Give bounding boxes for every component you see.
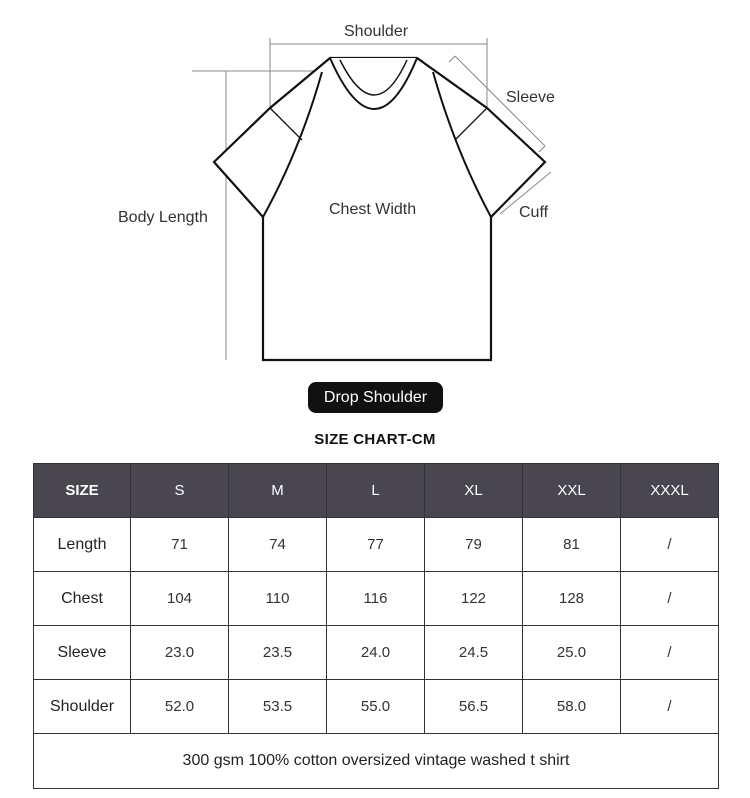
- size-header-xxl: XXL: [523, 464, 621, 518]
- table-cell: 52.0: [131, 680, 229, 734]
- size-chart-table: [33, 463, 719, 789]
- body-length-label: Body Length: [118, 209, 208, 226]
- tshirt-measurement-diagram: [0, 0, 750, 370]
- cuff-label: Cuff: [519, 204, 549, 221]
- table-cell: 53.5: [229, 680, 327, 734]
- size-header-m: M: [229, 464, 327, 518]
- table-cell: 71: [131, 518, 229, 572]
- row-label-sleeve: Sleeve: [34, 626, 131, 680]
- size-header-s: S: [131, 464, 229, 518]
- table-cell: /: [621, 626, 719, 680]
- table-cell: 116: [327, 572, 425, 626]
- table-cell: 81: [523, 518, 621, 572]
- table-cell: /: [621, 680, 719, 734]
- table-cell: 104: [131, 572, 229, 626]
- drop-shoulder-badge: Drop Shoulder: [308, 382, 443, 413]
- table-cell: 25.0: [523, 626, 621, 680]
- table-cell: 128: [523, 572, 621, 626]
- size-header-xxxl: XXXL: [621, 464, 719, 518]
- size-header-xl: XL: [425, 464, 523, 518]
- table-row: [34, 626, 719, 680]
- table-cell: 58.0: [523, 680, 621, 734]
- table-header-row: [34, 464, 719, 518]
- table-cell: 122: [425, 572, 523, 626]
- shoulder-label: Shoulder: [344, 23, 409, 40]
- table-cell: 56.5: [425, 680, 523, 734]
- table-row: [34, 680, 719, 734]
- table-row: [34, 518, 719, 572]
- size-header-l: L: [327, 464, 425, 518]
- table-cell: 110: [229, 572, 327, 626]
- size-chart-title: SIZE CHART-CM: [314, 431, 436, 448]
- table-cell: 24.5: [425, 626, 523, 680]
- chest-width-label: Chest Width: [329, 201, 417, 218]
- row-label-shoulder: Shoulder: [34, 680, 131, 734]
- tshirt-outline-illustration: [0, 0, 750, 370]
- table-cell: /: [621, 572, 719, 626]
- table-cell: /: [621, 518, 719, 572]
- table-row: [34, 572, 719, 626]
- product-description: 300 gsm 100% cotton oversized vintage washed t shirt: [34, 734, 719, 789]
- size-column-header: SIZE: [34, 464, 131, 518]
- table-cell: 55.0: [327, 680, 425, 734]
- table-cell: 77: [327, 518, 425, 572]
- row-label-chest: Chest: [34, 572, 131, 626]
- table-cell: 79: [425, 518, 523, 572]
- table-cell: 24.0: [327, 626, 425, 680]
- row-label-length: Length: [34, 518, 131, 572]
- table-cell: 23.5: [229, 626, 327, 680]
- table-footer-row: [34, 734, 719, 789]
- table-cell: 23.0: [131, 626, 229, 680]
- sleeve-label: Sleeve: [506, 89, 555, 106]
- table-cell: 74: [229, 518, 327, 572]
